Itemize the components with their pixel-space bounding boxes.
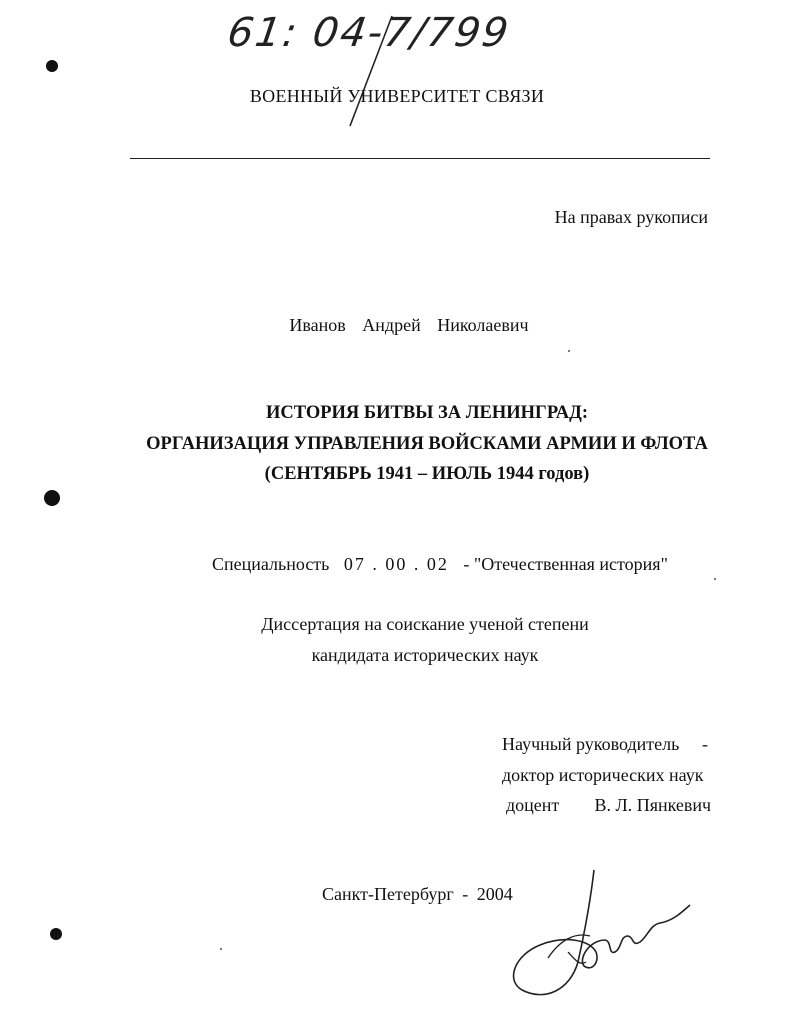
title-line-2: ОРГАНИЗАЦИЯ УПРАВЛЕНИЯ ВОЙСКАМИ АРМИИ И ФЛОТА: [146, 434, 708, 454]
specialty-code: 07 . 00 . 02: [343, 554, 449, 574]
scan-mark: [46, 60, 58, 72]
scan-mark: [44, 490, 60, 506]
city: Санкт-Петербург: [322, 884, 454, 904]
specialty-name: "Отечественная история": [473, 554, 668, 574]
scan-mark: [50, 928, 62, 940]
archive-number: 61: 04-7/799: [224, 10, 513, 56]
specialty-separator: -: [463, 554, 470, 574]
city-year-separator: -: [462, 884, 469, 904]
supervisor-degree: доктор исторических наук: [502, 765, 704, 785]
supervisor-label: Научный руководитель: [502, 734, 680, 754]
dissertation-line-2: кандидата исторических наук: [311, 645, 539, 665]
scan-speck: [568, 350, 570, 352]
title-line-3: (СЕНТЯБРЬ 1941 – ИЮЛЬ 1944 годов): [264, 464, 590, 484]
author-name: Иванов Андрей Николаевич: [289, 315, 529, 335]
supervisor-name: В. Л. Пянкевич: [594, 795, 712, 815]
supervisor-rank: доцент: [506, 795, 560, 815]
dissertation-line-1: Диссертация на соискание ученой степени: [261, 614, 589, 634]
year: 2004: [476, 884, 513, 904]
specialty-label: Специальность: [212, 554, 330, 574]
rights-notice: На правах рукописи: [554, 207, 708, 227]
title-line-1: ИСТОРИЯ БИТВЫ ЗА ЛЕНИНГРАД:: [266, 403, 588, 423]
university-name: ВОЕННЫЙ УНИВЕРСИТЕТ СВЯЗИ: [249, 86, 545, 106]
scan-speck: [220, 948, 222, 950]
scan-speck: [714, 578, 716, 580]
supervisor-dash: -: [702, 734, 708, 754]
